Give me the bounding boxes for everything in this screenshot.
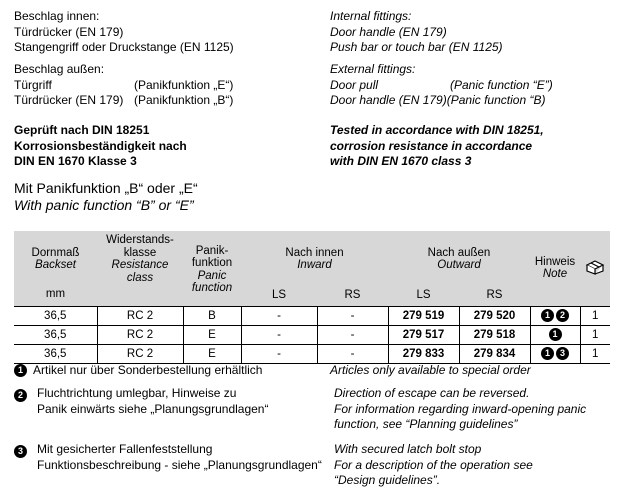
- cell-qty: 1: [580, 325, 610, 344]
- table-row: [14, 325, 610, 344]
- header-outward: [388, 231, 530, 284]
- cell-panic: E: [183, 344, 241, 363]
- de-external-item: Türgriff: [14, 77, 52, 92]
- cell-panic: E: [183, 325, 241, 344]
- de-internal-title: Beschlag innen:: [14, 9, 100, 23]
- header-text: Nach innen: [285, 246, 344, 259]
- note-text: Direction of escape can be reversed.: [334, 386, 530, 400]
- note-2-de: [37, 386, 268, 417]
- note-badge: 3: [556, 347, 569, 360]
- header-text: funktion: [191, 257, 233, 270]
- note-text: Mit gesicherter Fallenfeststellung: [37, 442, 213, 456]
- de-external-function: (Panikfunktion „E“): [134, 77, 234, 92]
- en-external-title: External fittings:: [330, 62, 416, 76]
- note-text: “Design guidelines”.: [334, 473, 441, 487]
- header-backset: [14, 231, 97, 284]
- en-tested-line: corrosion resistance in accordance: [330, 138, 533, 153]
- table-row: [14, 344, 610, 363]
- note-text: Panik einwärts siehe „Planungsgrundlagen“: [37, 401, 269, 416]
- en-tested-line: with DIN EN 1670 class 3: [330, 154, 472, 168]
- header-text: Widerstands-: [106, 234, 174, 246]
- header-text: Outward: [437, 259, 481, 271]
- table-row: [14, 306, 610, 325]
- cell-backset: 36,5: [14, 306, 97, 325]
- header-text: Inward: [297, 259, 332, 271]
- header-out-rs: RS: [459, 284, 530, 306]
- note-text: Articles only available to special order: [330, 363, 531, 377]
- en-external-item: Door pull: [330, 77, 379, 92]
- cell-out-rs: 279 520: [459, 306, 530, 325]
- cell-resistance: RC 2: [97, 325, 183, 344]
- de-external-fittings: [14, 62, 234, 109]
- note-text: Artikel nur über Sonderbestellung erhältlich: [33, 363, 263, 377]
- note-text: With secured latch bolt stop: [334, 442, 482, 456]
- de-internal-fittings: [14, 9, 234, 56]
- cell-out-ls: 279 517: [388, 325, 459, 344]
- en-tested: [330, 123, 544, 170]
- header-package: [580, 231, 610, 306]
- note-text: Fluchtrichtung umlegbar, Hinweise zu: [37, 386, 237, 400]
- header-out-ls: LS: [388, 284, 459, 306]
- cell-in-ls: -: [241, 306, 317, 325]
- cell-in-ls: -: [241, 344, 317, 363]
- header-text: Note: [542, 268, 568, 281]
- cell-note: [530, 344, 580, 363]
- header-note: [530, 231, 580, 306]
- header-text: klasse: [123, 246, 157, 259]
- heading-de: Mit Panikfunktion „B“ oder „E“: [14, 180, 198, 196]
- product-table: [14, 231, 610, 364]
- header-text: Resistance: [111, 259, 169, 271]
- en-external-function: (Panic function “E”): [450, 77, 553, 92]
- de-external-function: (Panikfunktion „B“): [134, 93, 234, 107]
- cell-qty: 1: [580, 306, 610, 325]
- heading-en: With panic function “B” or “E”: [14, 197, 194, 213]
- header-text: Hinweis: [534, 255, 576, 268]
- header-text: Panic: [197, 269, 227, 282]
- header-in-ls: LS: [241, 284, 317, 306]
- note-number-1: 1: [14, 364, 27, 377]
- cell-resistance: RC 2: [97, 344, 183, 363]
- de-tested-line: Geprüft nach DIN 18251: [14, 123, 150, 137]
- de-external-title: Beschlag außen:: [14, 62, 105, 76]
- cell-in-ls: -: [241, 325, 317, 344]
- cell-in-rs: -: [317, 306, 388, 325]
- de-tested-line: DIN EN 1670 Klasse 3: [14, 154, 137, 168]
- header-text: Backset: [35, 259, 76, 271]
- en-external-fittings: [330, 62, 553, 109]
- note-2-en: [334, 386, 586, 433]
- header-resistance: [97, 231, 183, 284]
- cell-in-rs: -: [317, 344, 388, 363]
- note-badge: 1: [549, 328, 562, 341]
- cell-out-ls: 279 519: [388, 306, 459, 325]
- en-internal-line: Door handle (EN 179): [330, 24, 447, 39]
- header-text: Nach außen: [427, 246, 491, 259]
- header-text: Panik-: [195, 244, 229, 257]
- note-text: Funktionsbeschreibung - siehe „Planungsgrundlagen“: [37, 457, 322, 472]
- en-tested-line: Tested in accordance with DIN 18251,: [330, 123, 544, 137]
- en-external-function: (Panic function “B): [446, 93, 546, 107]
- en-external-item: Door handle (EN 179): [330, 93, 447, 107]
- cell-out-rs: 279 834: [459, 344, 530, 363]
- cell-panic: B: [183, 306, 241, 325]
- note-badge: 1: [541, 347, 554, 360]
- cell-backset: 36,5: [14, 325, 97, 344]
- note-1-en: [330, 363, 531, 379]
- en-internal-fittings: [330, 9, 503, 56]
- header-text: class: [126, 271, 154, 284]
- header-text: Dornmaß: [31, 246, 80, 259]
- note-1-de: [33, 363, 262, 379]
- cell-resistance: RC 2: [97, 306, 183, 325]
- header-panic: [183, 231, 241, 306]
- de-internal-line: Türdrücker (EN 179): [14, 24, 124, 39]
- cell-qty: 1: [580, 344, 610, 363]
- package-icon: [585, 259, 605, 275]
- header-text: function: [191, 282, 233, 295]
- de-tested-line: Korrosionsbeständigkeit nach: [14, 138, 187, 153]
- section-heading: [14, 180, 198, 214]
- note-badge: 1: [541, 309, 554, 322]
- en-internal-title: Internal fittings:: [330, 9, 412, 23]
- cell-note: [530, 306, 580, 325]
- header-in-rs: RS: [317, 284, 388, 306]
- note-badge: 2: [556, 309, 569, 322]
- note-text: function, see “Planning guidelines”: [334, 417, 518, 431]
- de-external-item: Türdrücker (EN 179): [14, 93, 124, 107]
- cell-out-ls: 279 833: [388, 344, 459, 363]
- note-3-de: [37, 442, 322, 473]
- note-number-3: 3: [14, 445, 27, 458]
- note-3-en: [334, 442, 533, 489]
- cell-note: [530, 325, 580, 344]
- cell-backset: 36,5: [14, 344, 97, 363]
- note-text: For a description of the operation see: [334, 457, 533, 472]
- cell-out-rs: 279 518: [459, 325, 530, 344]
- note-number-2: 2: [14, 389, 27, 402]
- en-internal-line: Push bar or touch bar (EN 1125): [330, 40, 503, 54]
- de-internal-line: Stangengriff oder Druckstange (EN 1125): [14, 40, 234, 54]
- note-text: For information regarding inward-opening panic: [334, 401, 587, 416]
- de-tested: [14, 123, 187, 170]
- header-mm: mm: [14, 284, 97, 306]
- header-inward: [241, 231, 388, 284]
- cell-in-rs: -: [317, 325, 388, 344]
